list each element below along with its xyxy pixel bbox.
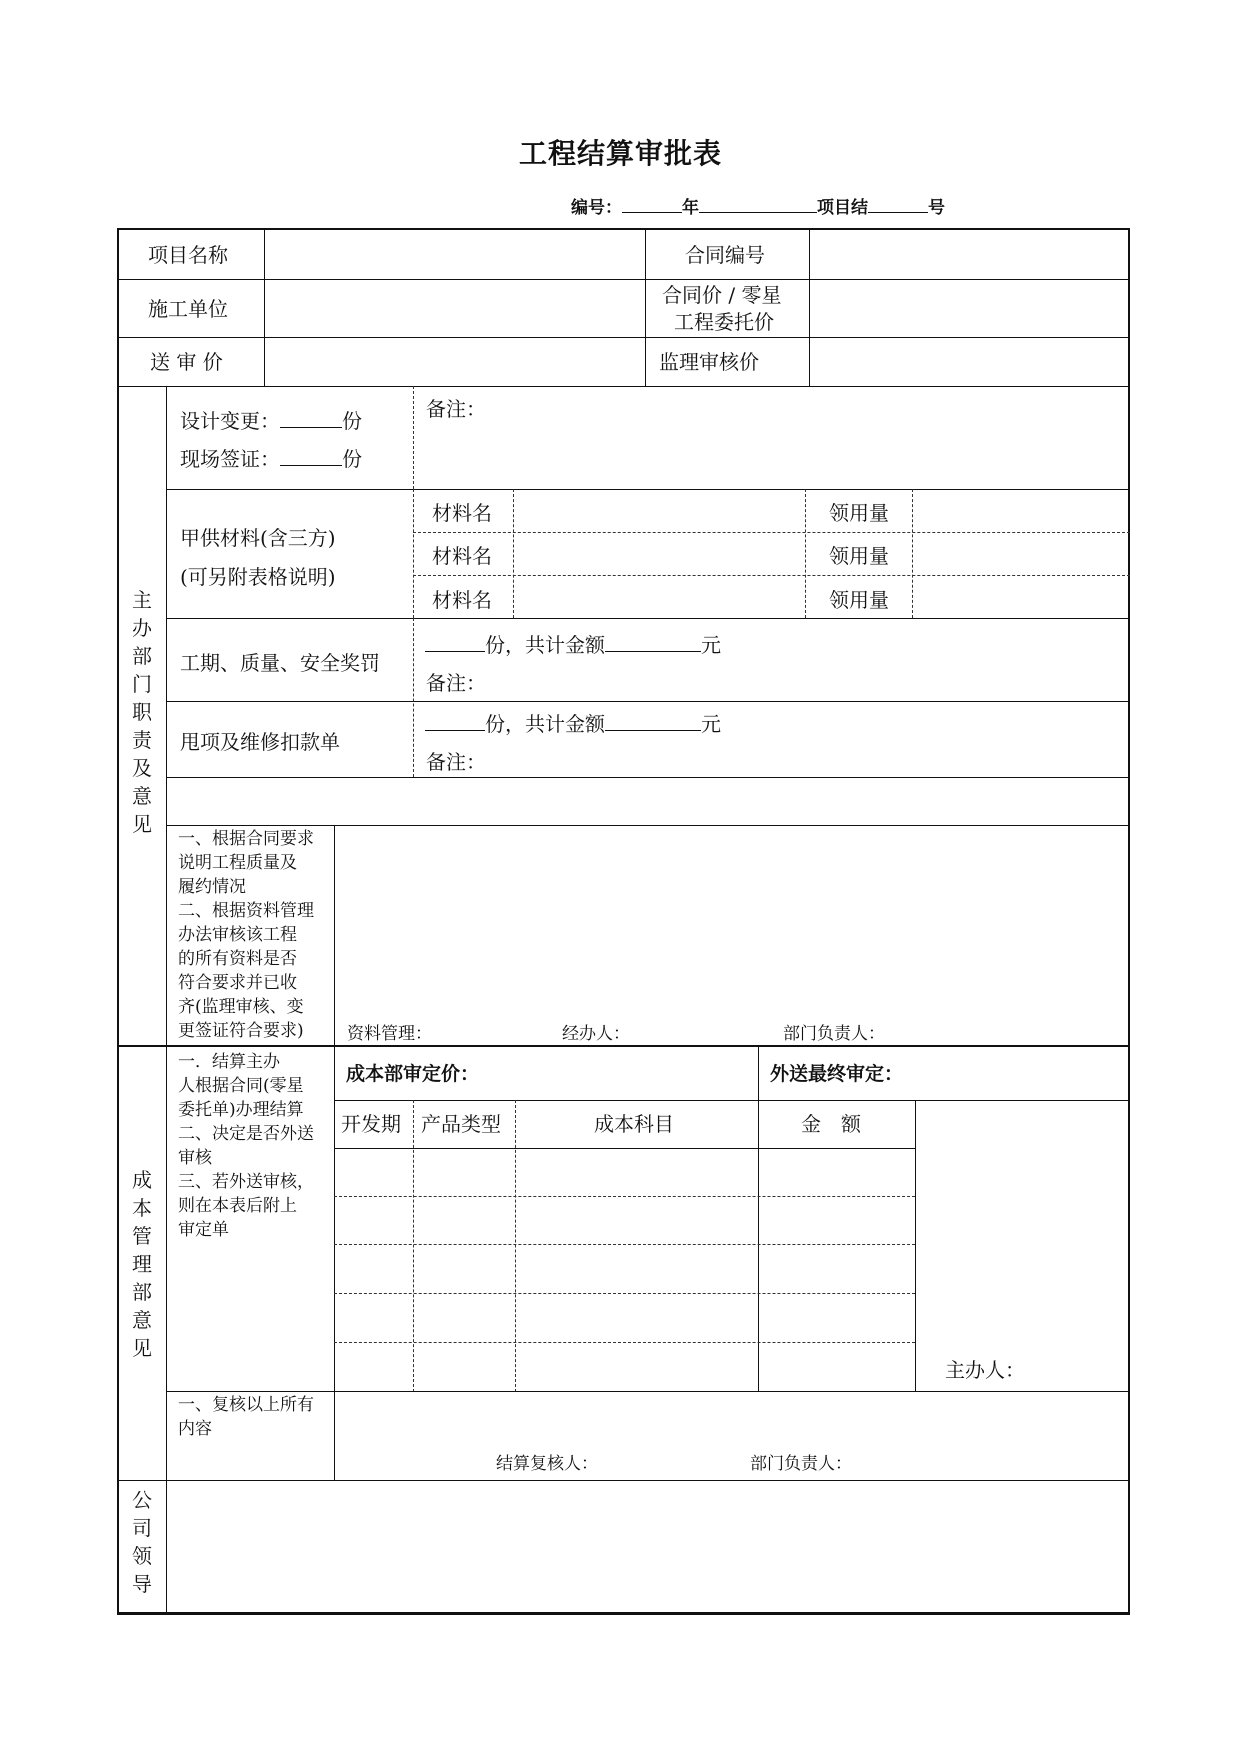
page-title: 工程结算审批表 (518, 137, 722, 170)
deduction-copies-blank[interactable] (425, 712, 485, 731)
reward-penalty-line (425, 632, 721, 658)
design-change-label: 设计变更： (180, 409, 280, 433)
number-suffix: 号 (928, 198, 945, 218)
usage-3: 领用量 (829, 588, 889, 612)
remark-3-label: 备注： (426, 750, 486, 774)
deduction-copies-label: 份，共计金额 (485, 712, 605, 736)
col-subject: 成本科目 (594, 1112, 674, 1136)
col-amount: 金 额 (801, 1112, 861, 1136)
frame-right (1128, 228, 1130, 1614)
reward-yuan: 元 (701, 633, 721, 657)
label-project-name: 项目名称 (148, 243, 228, 267)
serial-blank[interactable] (699, 198, 817, 213)
frame-bottom (117, 1612, 1130, 1615)
label-constructor: 施工单位 (148, 297, 228, 321)
constructor-field[interactable] (266, 281, 644, 336)
number-prefix: 编号： (571, 198, 622, 218)
reviewer-label: 结算复核人： (496, 1454, 598, 1474)
supplied-material-label-2: (可另附表格说明) (180, 565, 336, 589)
site-visa-blank[interactable] (280, 447, 342, 466)
remark-1-label: 备注： (426, 397, 486, 421)
leader-side-label: 公司领导 (132, 1488, 152, 1596)
label-contract-price-1: 合同价 / 零星 (662, 283, 782, 307)
year-label: 年 (682, 198, 699, 218)
review-notes: 一、复核以上所有 内容 (178, 1395, 314, 1439)
supervision-price-field[interactable] (811, 339, 1127, 385)
frame-top (117, 228, 1130, 230)
label-contract-price-2: 工程委托价 (674, 310, 774, 334)
main-dept-head-label: 部门负责人： (783, 1024, 885, 1044)
label-contract-no: 合同编号 (685, 243, 765, 267)
doc-mgmt-label: 资料管理： (347, 1024, 432, 1044)
design-change-unit: 份 (342, 409, 362, 433)
leader-opinion-field[interactable] (168, 1482, 1127, 1611)
reward-penalty-label: 工期、质量、安全奖罚 (180, 651, 380, 675)
material-name-1: 材料名 (432, 501, 492, 525)
project-name-field[interactable] (266, 231, 644, 278)
external-final-label: 外送最终审定： (770, 1063, 904, 1085)
reward-copies-label: 份，共计金额 (485, 633, 605, 657)
deduction-amount-blank[interactable] (605, 712, 701, 731)
frame-left (117, 228, 119, 1614)
main-dept-side-label: 主办部门职责及意见 (132, 588, 152, 836)
cost-price-label: 成本部审定价： (346, 1063, 480, 1085)
design-change-line (180, 408, 362, 434)
design-change-blank[interactable] (280, 409, 342, 428)
blank-row-field[interactable] (168, 779, 1127, 824)
col-product: 产品类型 (421, 1112, 501, 1136)
material-name-3: 材料名 (432, 588, 492, 612)
deduction-yuan: 元 (701, 712, 721, 736)
cost-dept-side-label: 成本管理部意见 (132, 1168, 152, 1360)
label-supervision-price: 监理审核价 (659, 350, 759, 374)
usage-2: 领用量 (829, 544, 889, 568)
number-blank[interactable] (868, 198, 928, 213)
cost-dept-notes: 一．结算主办 人根据合同(零星 委托单)办理结算 二、决定是否外送 审核 三、若外送审核， 则在本表后附上 审定单 (178, 1052, 314, 1240)
main-dept-notes: 一、根据合同要求 说明工程质量及 履约情况 二、根据资料管理 办法审核该工程 的所有资料是否 符合要求并已收 齐(监理审核、变 更签证符合要求) (178, 829, 314, 1041)
reward-amount-blank[interactable] (605, 633, 701, 652)
deduction-line (425, 711, 721, 737)
site-visa-label: 现场签证： (180, 447, 280, 471)
deduction-label: 甩项及维修扣款单 (180, 730, 340, 754)
col-period: 开发期 (341, 1112, 401, 1136)
project-label: 项目结 (817, 198, 868, 218)
submitted-price-field[interactable] (266, 339, 644, 385)
year-blank[interactable] (622, 198, 682, 213)
contract-price-field[interactable] (811, 281, 1127, 336)
remark-2-label: 备注： (426, 671, 486, 695)
site-visa-line (180, 446, 362, 472)
supplied-material-label-1: 甲供材料(含三方) (180, 526, 336, 550)
contract-no-field[interactable] (811, 231, 1127, 278)
usage-1: 领用量 (829, 501, 889, 525)
material-name-2: 材料名 (432, 544, 492, 568)
sponsor-label: 主办人： (945, 1358, 1025, 1382)
label-submitted-price: 送 审 价 (150, 350, 223, 374)
cost-dept-head-label: 部门负责人： (750, 1454, 852, 1474)
form-number-line (571, 193, 945, 218)
site-visa-unit: 份 (342, 447, 362, 471)
handler-label: 经办人： (562, 1024, 630, 1044)
reward-copies-blank[interactable] (425, 633, 485, 652)
